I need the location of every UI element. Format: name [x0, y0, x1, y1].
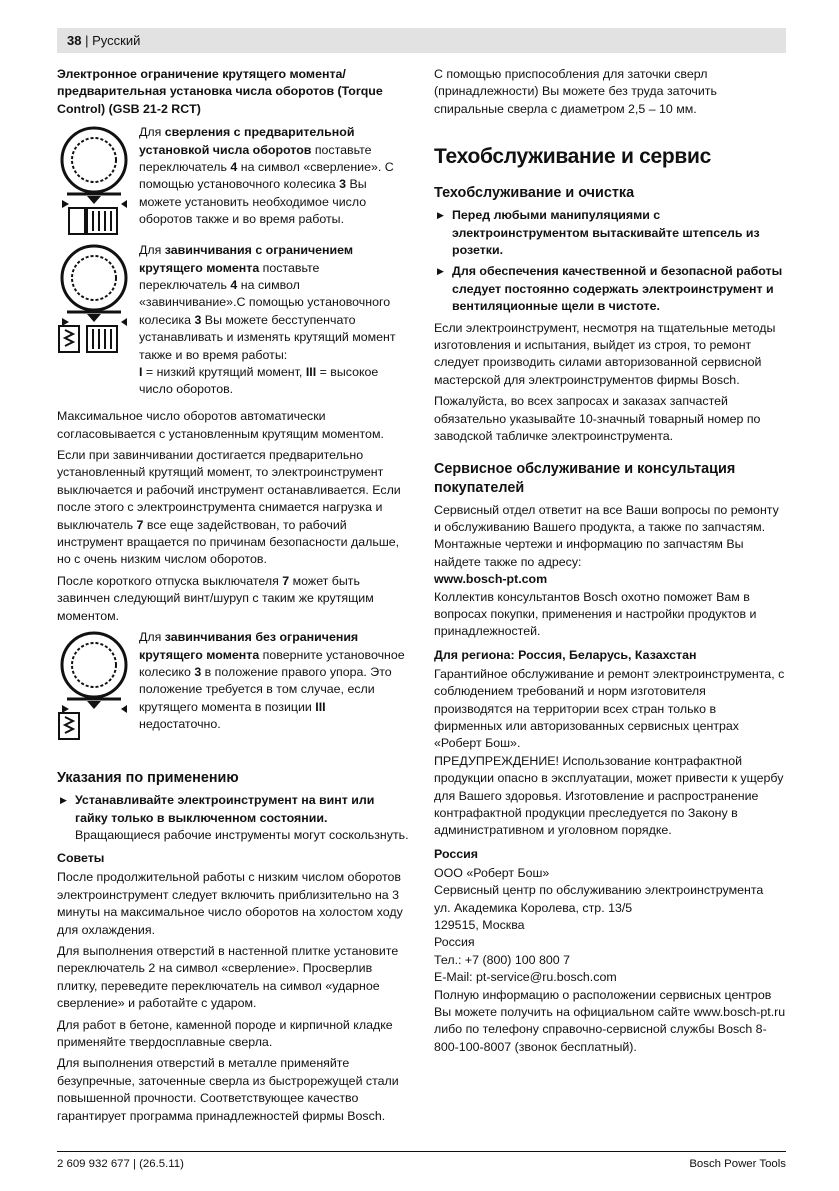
max-speed-paragraph: Максимальное число оборотов автоматически согласовывается с установленным крутящим моментом.: [57, 409, 384, 441]
failure-paragraph: Если электроинструмент, несмотря на тщательные методы изготовления и испытания, выйдет из строя, то ремонт следует производить силами авторизованной сервисной мастерской для электроинструментов фирмы Bosch.: [434, 320, 776, 387]
service-paragraph: [434, 502, 786, 589]
service-heading: Сервисное обслуживание и консультация покупателей: [434, 460, 736, 496]
service-url[interactable]: www.bosch-pt.com: [434, 572, 548, 587]
drill-t4: Вы можете установить необходимое число оборотов также и во время работы.: [139, 177, 367, 227]
warranty-paragraph: [434, 666, 786, 840]
warranty-text: Гарантийное обслуживание и ремонт электроинструмента, с соблюдением требований и норм изготовителя производятся на территории всех стран только в фирменных или авторизованных сервисных центрах «Роберт Бош».: [434, 666, 785, 751]
screw-t5: = низкий крутящий момент,: [142, 365, 306, 380]
nolimit-b2: 3: [194, 664, 202, 679]
maintenance-main-heading: Техобслуживание и сервис: [434, 145, 711, 169]
screw-dial-icon: [57, 242, 132, 354]
release-t2: может быть завинчен следующий винт/шуруп с таким же крутящим моментом.: [57, 573, 374, 623]
nolimit-t3: в положение правого упора. Это положение требуется в том случае, если крутящего момента в позиции: [139, 664, 392, 714]
screw-b2: 4: [230, 278, 238, 293]
drill-dial-icon: [57, 124, 132, 236]
usage-t1: Вращающиеся рабочие инструменты могут соскользнуть.: [75, 827, 409, 842]
maintenance-bullet: ▶ Для обеспечения качественной и безопасной работы следует постоянно содержать электроинструмент и вентиляционные щели в чистоте.: [434, 263, 786, 315]
maintenance-heading: Техобслуживание и очистка: [434, 185, 635, 202]
usage-heading: Указания по применению: [57, 770, 239, 787]
nolimit-b3: III: [315, 699, 326, 714]
screw-t6: = высокое число оборотов.: [139, 365, 379, 397]
warning-text: ПРЕДУПРЕЖДЕНИЕ! Использование контрафактной продукции опасно в эксплуатации, может привести к ущербу для Вашего здоровья. Изготовление и распространение контрафактной продукции преследуется по Закону в административном и уголовном порядке.: [434, 753, 784, 838]
tip-paragraph: Для работ в бетоне, каменной породе и кирпичной кладке применяйте твердосплавные сверла.: [57, 1017, 393, 1049]
drill-t2: поставьте переключатель: [139, 142, 372, 175]
usage-bullet: [57, 792, 409, 844]
footer-brand: Bosch Power Tools: [689, 1158, 786, 1170]
tip-paragraph: Для выполнения отверстий в металле применяйте безупречные, заточенные сверла из быстрорежущей стали повышенной прочности. Соответствующее качество гарантирует программа принадлежностей фирмы Bosch.: [57, 1056, 399, 1123]
drill-b2: 4: [230, 160, 238, 175]
release-b1: 7: [282, 573, 290, 588]
screw-b4: I: [139, 365, 143, 380]
header-language: Русский: [92, 33, 141, 48]
screw-b5: III: [305, 365, 317, 380]
footer-doc-number: 2 609 932 677 | (26.5.11): [57, 1158, 184, 1170]
drill-t3: на символ «сверление». С помощью установочного колесика: [139, 160, 394, 192]
address-line: Тел.: +7 (800) 100 800 7: [434, 952, 570, 967]
nolimit-t1: Для: [139, 630, 165, 645]
screw-t4: Вы можете бесступенчато устанавливать и изменять крутящий момент также и во время работы:: [139, 312, 396, 362]
consult-paragraph: Коллектив консультантов Bosch охотно поможет Вам в вопросах покупки, применения и настройки продуктов и принадлежностей.: [434, 589, 757, 639]
address-line: ООО «Роберт Бош»: [434, 865, 550, 880]
screw-b1: завинчивания с ограничением крутящего момента: [139, 243, 354, 275]
address-line: Сервисный центр по обслуживанию электроинструмента: [434, 883, 764, 898]
address-line: 129515, Москва: [434, 918, 525, 933]
russia-heading: Россия: [434, 846, 478, 861]
drill-b1: сверления с предварительной установкой числа оборотов: [139, 125, 355, 157]
reach-b1: 7: [136, 517, 144, 532]
nolimit-t2: поверните установочное колесико: [139, 647, 405, 679]
usage-b1: Устанавливайте электроинструмент на винт или гайку только в выключенном состоянии.: [75, 793, 375, 825]
reach-t2: все еще задействован, то рабочий инструмент вращается по причинам безопасности дальше, но с очень низким числом оборотов.: [57, 517, 400, 567]
section-title-torque: Электронное ограничение крутящего момента/ предварительная установка числа оборотов (Torque Control) (GSB 21-2 RCT): [57, 67, 383, 116]
page-header: [57, 28, 786, 53]
screw-t3: на символ «завинчивание».С помощью установочного колесика: [139, 278, 391, 327]
release-t1: После короткого отпуска выключателя: [57, 573, 283, 588]
drill-t1: Для: [139, 125, 165, 140]
reach-t1: Если при завинчивании достигается предварительно установленный крутящий момент, то электроинструмент выключается и рабочий инструмент останавливается. Если после этого с электроинструмента снимается нагрузка и выключатель: [57, 448, 401, 532]
region-heading: Для региона: Россия, Беларусь, Казахстан: [434, 647, 697, 662]
address-line: ул. Академика Королева, стр. 13/5: [434, 900, 633, 915]
nolimit-t4: недостаточно.: [139, 717, 221, 732]
right-column: [434, 66, 786, 1056]
no-limit-dial-icon: [57, 629, 132, 741]
no-limit-block: [57, 629, 409, 741]
release-paragraph: [57, 573, 409, 625]
drill-mode-block: [57, 124, 409, 236]
address-line: Россия: [434, 935, 475, 950]
torque-reached-paragraph: [57, 447, 409, 569]
drill-b3: 3: [339, 177, 346, 192]
nolimit-b1: завинчивания без ограничения крутящего момента: [139, 630, 359, 662]
tips-heading: Советы: [57, 851, 105, 866]
screw-t1: Для: [139, 243, 165, 258]
address-line: E-Mail: pt-service@ru.bosch.com: [434, 970, 617, 985]
screw-b3: 3: [194, 312, 202, 327]
screw-limit-block: [57, 242, 409, 402]
tip-paragraph: Для выполнения отверстий в настенной плитке установите переключатель 2 на символ «сверление». Просверлив плитку, переведите переключатель на символ «ударное сверление» и работайте с ударом.: [57, 943, 399, 1011]
parts-paragraph: Пожалуйста, во всех запросах и заказах запчастей обязательно указывайте 10-значный товарный номер по заводской табличке электроинструмента.: [434, 394, 761, 444]
header-separator: |: [85, 33, 89, 48]
page-number: 38: [67, 33, 82, 48]
maintenance-bullet: ▶ Перед любыми манипуляциями с электроинструментом вытаскивайте штепсель из розетки.: [434, 207, 786, 259]
tip-paragraph: После продолжительной работы с низким числом оборотов электроинструмент следует включить приблизительно на 3 минуты на максимальное число оборотов на холостом ходу для охлаждения.: [57, 870, 403, 937]
address-line: Полную информацию о расположении сервисных центров Вы можете получить на официальном сайте www.bosch-pt.ru либо по телефону справочно-сервисной службы Bosch 8-800-100-8007 (звонок бесплатный).: [434, 987, 786, 1054]
page-footer: [57, 1151, 786, 1170]
left-column: [57, 66, 409, 1129]
service-text: Сервисный отдел ответит на все Ваши вопросы по ремонту и обслуживанию Вашего продукта, а также по запчастям. Монтажные чертежи и информацию по запчастям Вы найдете также по адресу:: [434, 502, 779, 569]
screw-t2: поставьте переключатель: [139, 260, 320, 293]
sharpen-paragraph: С помощью приспособления для заточки сверл (принадлежности) Вы можете без труда заточить спиральные сверла с диаметром 2,5 – 10 мм.: [434, 67, 717, 116]
russia-address: [434, 865, 786, 1056]
